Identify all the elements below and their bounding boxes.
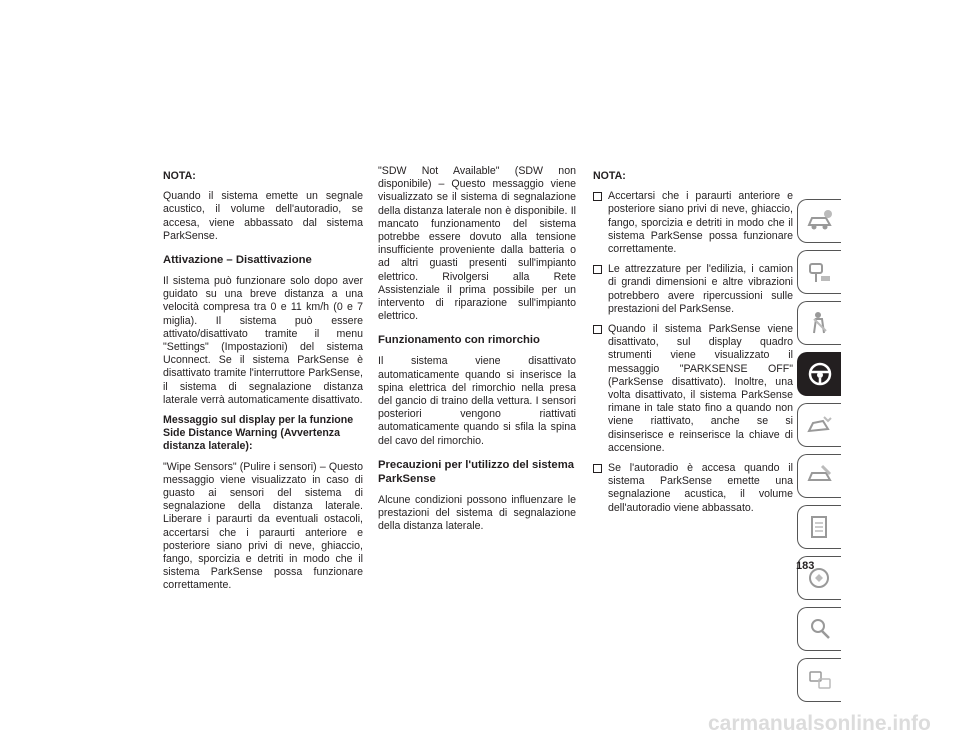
right-column [593, 170, 793, 522]
display-message-heading: Messaggio sul display per la funzione Side Distance Warning (Avvertenza distanza laterale): [163, 414, 354, 453]
trailer-paragraph: Il sistema viene disattivato automaticamente quando si inserisce la spina elettrica del rimorchio nella presa del gancio di traino della vettura. I sensori posteriori vengono riattivati automaticamente quando si sfila la spina del cavo del rimorchio. [378, 355, 576, 447]
car-crash-icon [806, 411, 834, 439]
list-item: Le attrezzature per l'edilizia, i camion di grandi dimensioni e altre vibrazioni potrebbero avere ripercussioni sulle prestazioni del ParkSense. [593, 263, 793, 316]
search-icon [806, 615, 834, 643]
tab-languages[interactable] [797, 658, 841, 702]
watermark: carmanualsonline.info [708, 712, 931, 735]
section-heading-trailer: Funzionamento con rimorchio [378, 334, 540, 347]
activation-paragraph: Il sistema può funzionare solo dopo aver guidato su una breve distanza a una velocità compresa tra 0 e 11 km/h (0 e 7 miglia). Il sistema può essere attivato/disattivato tramite il menu "Settings" (Impostazioni) del sistema Uconnect. Se il sistema ParkSense è disattivato tramite l'interruttore ParkSense, il sistema di segnalazione distanza laterale verrà automaticamente disattivato. [163, 275, 363, 406]
middle-column [378, 165, 576, 540]
page-number: 183 [796, 560, 815, 572]
note-text: Quando il sistema emette un segnale acustico, il volume dell'autoradio, se accesa, viene abbassato dal sistema ParkSense. [163, 190, 363, 242]
safety-belt-icon [806, 309, 834, 337]
checkbox-bullet-icon [593, 265, 602, 274]
steering-wheel-icon [806, 360, 834, 388]
section-heading-precautions: Precauzioni per l'utilizzo del sistema ParkSense [378, 458, 575, 485]
sdw-not-available-paragraph: "SDW Not Available" (SDW non disponibile) – Questo messaggio viene visualizzato se il sistema di segnalazione della distanza laterale non è disponibile. Il mancato funzionamento del sistema potrebbe essere dovuto alla tensione insufficiente proveniente dalla batteria o ad altri guasti presenti sull'impianto elettrico. Rivolgersi alla Rete Assistenziale il prima possibile per un intervento di riparazione sull'impianto elettrico. [378, 165, 576, 323]
section-heading-activation: Attivazione – Disattivazione [163, 254, 312, 267]
tab-car-keys[interactable] [797, 250, 841, 294]
tab-starting-driving[interactable] [797, 352, 841, 396]
car-service-icon [806, 462, 834, 490]
car-info-icon [806, 207, 834, 235]
note-label: NOTA: [163, 170, 196, 182]
list-item: Se l'autoradio è accesa quando il sistema ParkSense emette una segnalazione acustica, il volume dell'autoradio viene abbassato. [593, 462, 793, 515]
language-icon [806, 666, 834, 694]
note-label: NOTA: [593, 170, 626, 182]
checkbox-bullet-icon [593, 464, 602, 473]
note-list [593, 190, 793, 515]
left-column [163, 170, 363, 600]
list-item: Accertarsi che i paraurti anteriore e posteriore siano privi di neve, ghiaccio, fango, sporcizia e detriti in modo che il sistema ParkSense possa funzionare correttamente. [593, 190, 793, 256]
list-item: Quando il sistema ParkSense viene disattivato, sul display quadro strumenti viene visualizzato il messaggio "PARKSENSE OFF" (ParkSense disattivato). Inoltre, una volta disattivato, il sistema ParkSense rimane in tale stato fino a quando non viene riattivato, anche se si disinserisce e reinserisce la chiave di accensione. [593, 323, 793, 455]
tab-index[interactable] [797, 607, 841, 651]
tab-safety[interactable] [797, 301, 841, 345]
tab-emergency[interactable] [797, 403, 841, 447]
checkbox-bullet-icon [593, 192, 602, 201]
tab-technical-specs[interactable] [797, 505, 841, 549]
wipe-sensors-paragraph: "Wipe Sensors" (Pulire i sensori) – Questo messaggio viene visualizzato in caso di guasto ai sensori del sistema di segnalazione della distanza laterale. Liberare i paraurti da eventuali ostacoli, accertarsi che i paraurti anteriore e posteriore siano privi di neve, ghiaccio, fango, sporcizia e detriti in modo che il sistema ParkSense possa funzionare correttamente. [163, 460, 363, 592]
chapter-tabs [797, 199, 841, 709]
tab-car-info[interactable] [797, 199, 841, 243]
maintenance-list-icon [806, 513, 834, 541]
tab-servicing[interactable] [797, 454, 841, 498]
car-keys-icon [806, 258, 834, 286]
checkbox-bullet-icon [593, 325, 602, 334]
precautions-paragraph: Alcune condizioni possono influenzare le prestazioni del sistema di segnalazione della distanza laterale. [378, 493, 576, 533]
